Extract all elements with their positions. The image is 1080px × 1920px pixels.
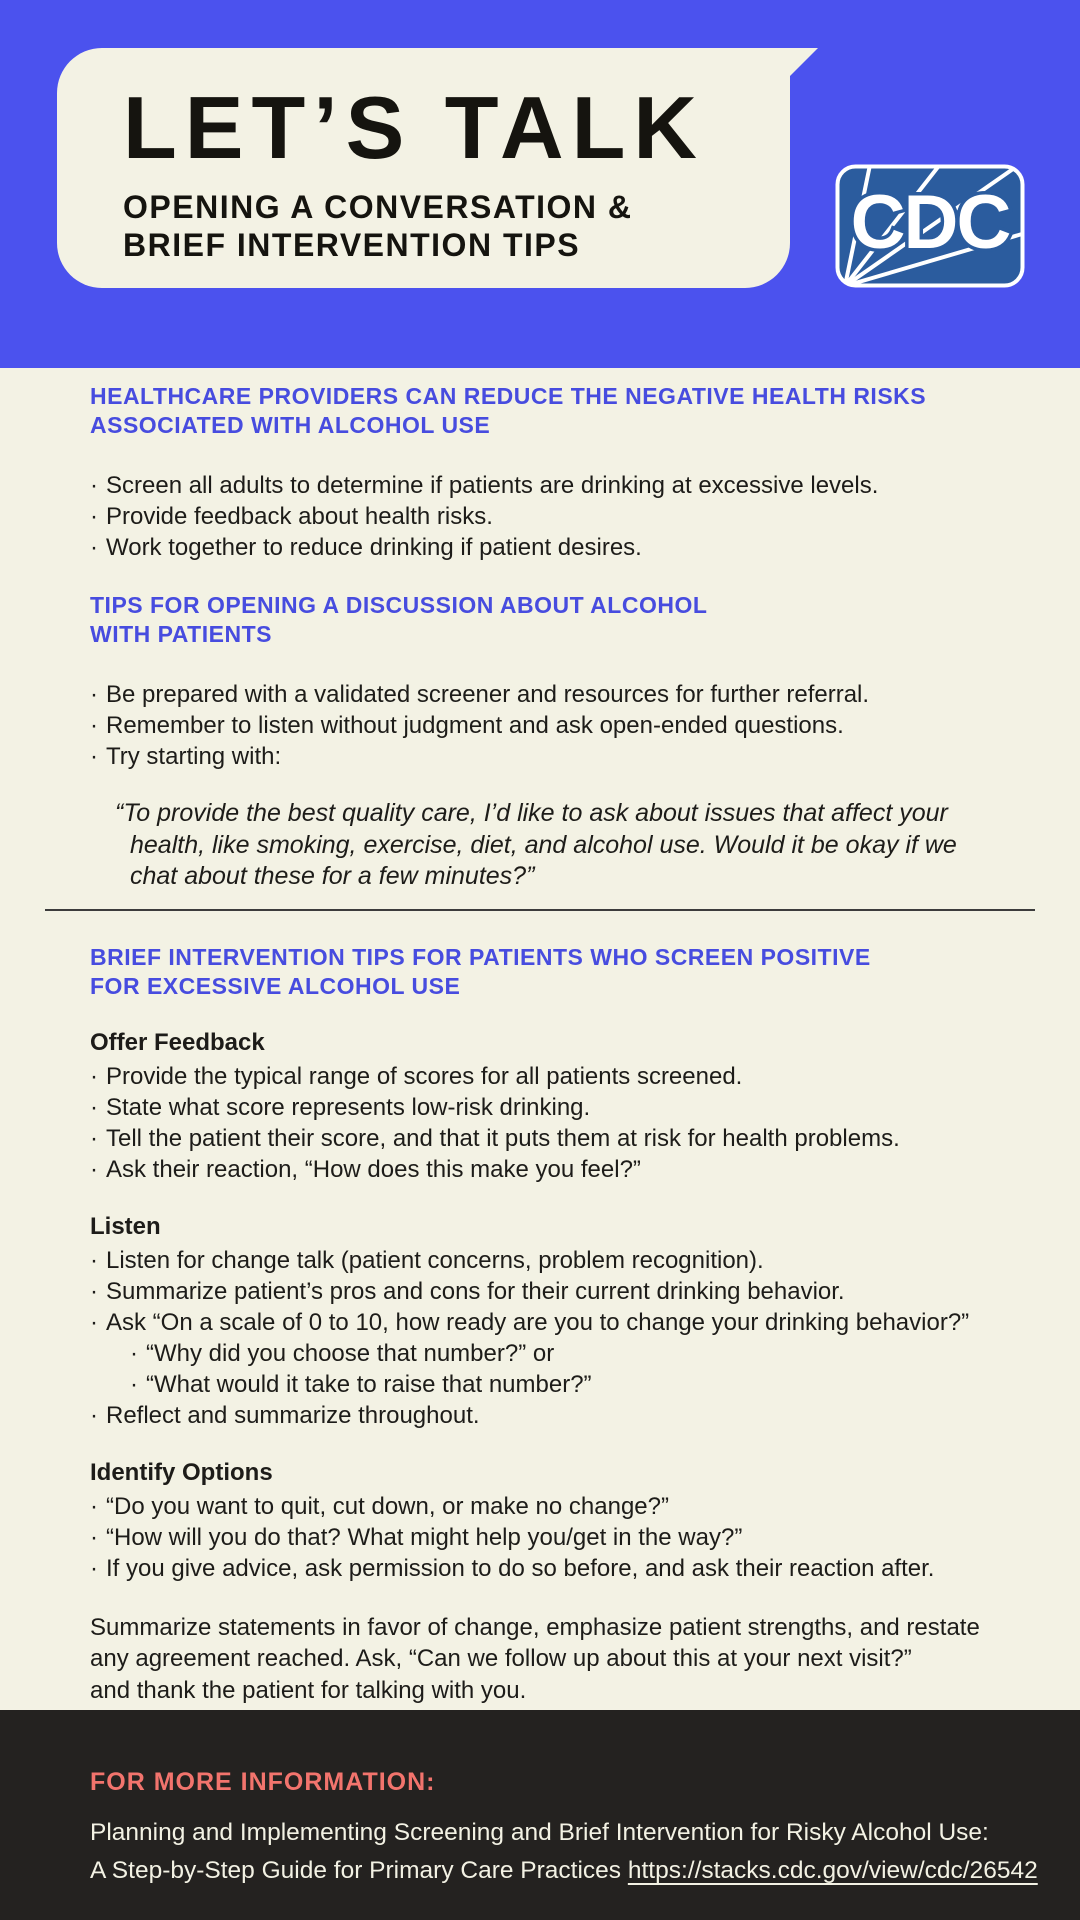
bullet-icon: · <box>90 472 98 499</box>
bullet-icon: · <box>90 1401 98 1429</box>
bullet-icon: · <box>90 1523 98 1551</box>
list-item-text: Screen all adults to determine if patients are drinking at excessive levels. <box>106 472 879 499</box>
bullet-icon: · <box>90 1554 98 1582</box>
bullet-list <box>90 1061 1040 1185</box>
group-title: Offer Feedback <box>90 1028 265 1056</box>
bullet-list <box>90 1491 1040 1584</box>
suggested-script-quote <box>115 798 1040 893</box>
heading-line: BRIEF INTERVENTION TIPS FOR PATIENTS WHO SCREEN POSITIVE <box>90 943 871 970</box>
quote-line: “To provide the best quality care, I’d like to ask about issues that affect your <box>115 799 948 827</box>
list-item-text: Summarize patient’s pros and cons for their current drinking behavior. <box>106 1277 845 1305</box>
page-subtitle-line: BRIEF INTERVENTION TIPS <box>123 227 581 264</box>
section-heading-brief-intervention <box>90 943 1040 1001</box>
list-item-text: Tell the patient their score, and that it puts them at risk for health problems. <box>106 1124 900 1152</box>
bullet-icon: · <box>90 681 98 708</box>
heading-line: ASSOCIATED WITH ALCOHOL USE <box>90 412 491 438</box>
list-item-text: Work together to reduce drinking if patient desires. <box>106 534 642 561</box>
list-item-text: “Do you want to quit, cut down, or make no change?” <box>106 1492 669 1520</box>
group-title: Identify Options <box>90 1458 273 1486</box>
page-title: LET’S TALK <box>123 78 705 177</box>
list-item-text: Provide feedback about health risks. <box>106 503 493 530</box>
speech-bubble <box>57 48 790 288</box>
list-item <box>90 532 1040 563</box>
list-item <box>90 1123 1040 1154</box>
bullet-icon: · <box>130 1370 138 1398</box>
list-item <box>90 1553 1040 1584</box>
list-item-text: “Why did you choose that number?” or <box>146 1339 555 1367</box>
sub-list-item <box>130 1369 1040 1400</box>
group-title: Listen <box>90 1212 161 1240</box>
header-banner <box>0 0 1080 368</box>
list-item-text: State what score represents low-risk drinking. <box>106 1093 591 1121</box>
list-item-text: “How will you do that? What might help you/get in the way?” <box>106 1523 743 1551</box>
list-item <box>90 501 1040 532</box>
closing-paragraph <box>90 1612 1040 1707</box>
list-item <box>90 1276 1040 1307</box>
list-item-text: Remember to listen without judgment and ask open-ended questions. <box>106 712 844 739</box>
bullet-icon: · <box>90 1308 98 1336</box>
bullet-icon: · <box>90 743 98 770</box>
list-item <box>90 1522 1040 1553</box>
footer-reference <box>90 1814 1040 1890</box>
list-item <box>90 1154 1040 1185</box>
list-item-text: Ask their reaction, “How does this make you feel?” <box>106 1155 641 1183</box>
footer-reference-prefix: A Step-by-Step Guide for Primary Care Practices <box>90 1857 628 1884</box>
list-item <box>90 1400 1040 1431</box>
bullet-icon: · <box>90 1124 98 1152</box>
footer-heading: FOR MORE INFORMATION: <box>90 1768 436 1796</box>
list-item-text: Try starting with: <box>106 743 282 770</box>
list-item <box>90 1061 1040 1092</box>
list-item <box>90 741 1040 772</box>
footer-bar <box>0 1710 1080 1920</box>
page-subtitle-line: OPENING A CONVERSATION & <box>123 189 633 225</box>
group-identify-options <box>90 1457 1040 1584</box>
heading-line: HEALTHCARE PROVIDERS CAN REDUCE THE NEGATIVE HEALTH RISKS <box>90 383 927 409</box>
cdc-logo-text: CDC <box>850 180 1010 265</box>
closing-line: Summarize statements in favor of change, emphasize patient strengths, and restate <box>90 1613 980 1641</box>
bullet-icon: · <box>90 534 98 561</box>
bullet-icon: · <box>90 503 98 530</box>
list-item <box>90 1092 1040 1123</box>
speech-bubble-tail-icon <box>790 48 818 76</box>
sub-list-item <box>130 1338 1040 1369</box>
section-heading-reduce-risks <box>90 382 1040 440</box>
quote-line: health, like smoking, exercise, diet, and alcohol use. Would it be okay if we <box>130 830 957 859</box>
footer-reference-line: Planning and Implementing Screening and Brief Intervention for Risky Alcohol Use: <box>90 1819 989 1846</box>
bullet-list <box>90 1245 1040 1431</box>
list-item <box>90 679 1040 710</box>
list-item <box>90 710 1040 741</box>
section-divider <box>45 909 1035 911</box>
heading-line: TIPS FOR OPENING A DISCUSSION ABOUT ALCOHOL <box>90 592 708 618</box>
list-item-text: Reflect and summarize throughout. <box>106 1401 480 1429</box>
bullet-icon: · <box>90 1093 98 1121</box>
bullet-icon: · <box>90 712 98 739</box>
bullet-icon: · <box>90 1062 98 1090</box>
list-item-text: Listen for change talk (patient concerns, problem recognition). <box>106 1246 764 1274</box>
cdc-logo-icon <box>835 164 1025 288</box>
section-heading-opening-discussion <box>90 591 1040 649</box>
list-item <box>90 1491 1040 1522</box>
body-content <box>0 368 1080 1706</box>
page-subtitle <box>123 188 790 265</box>
list-item <box>90 470 1040 501</box>
list-item-text: Ask “On a scale of 0 to 10, how ready are you to change your drinking behavior?” <box>106 1308 970 1336</box>
bullet-icon: · <box>90 1277 98 1305</box>
list-item-text: If you give advice, ask permission to do so before, and ask their reaction after. <box>106 1554 935 1582</box>
bullet-icon: · <box>130 1339 138 1367</box>
bullet-icon: · <box>90 1246 98 1274</box>
closing-line: and thank the patient for talking with you. <box>90 1676 527 1704</box>
footer-reference-line <box>90 1852 1040 1890</box>
closing-line: any agreement reached. Ask, “Can we follow up about this at your next visit?” <box>90 1645 912 1672</box>
heading-line: WITH PATIENTS <box>90 621 272 647</box>
list-item-text: “What would it take to raise that number?” <box>146 1370 592 1398</box>
bullet-icon: · <box>90 1155 98 1183</box>
bullet-icon: · <box>90 1492 98 1520</box>
bullet-list <box>90 470 1040 563</box>
cdc-stacks-link[interactable]: https://stacks.cdc.gov/view/cdc/26542 <box>627 1857 1038 1884</box>
group-listen <box>90 1211 1040 1431</box>
bullet-list <box>90 679 1040 772</box>
list-item <box>90 1245 1040 1276</box>
heading-line: FOR EXCESSIVE ALCOHOL USE <box>90 972 461 999</box>
group-offer-feedback <box>90 1027 1040 1185</box>
list-item-text: Provide the typical range of scores for all patients screened. <box>106 1062 743 1090</box>
quote-line: chat about these for a few minutes?” <box>130 862 535 890</box>
list-item-text: Be prepared with a validated screener and resources for further referral. <box>106 681 870 708</box>
list-item <box>90 1307 1040 1338</box>
